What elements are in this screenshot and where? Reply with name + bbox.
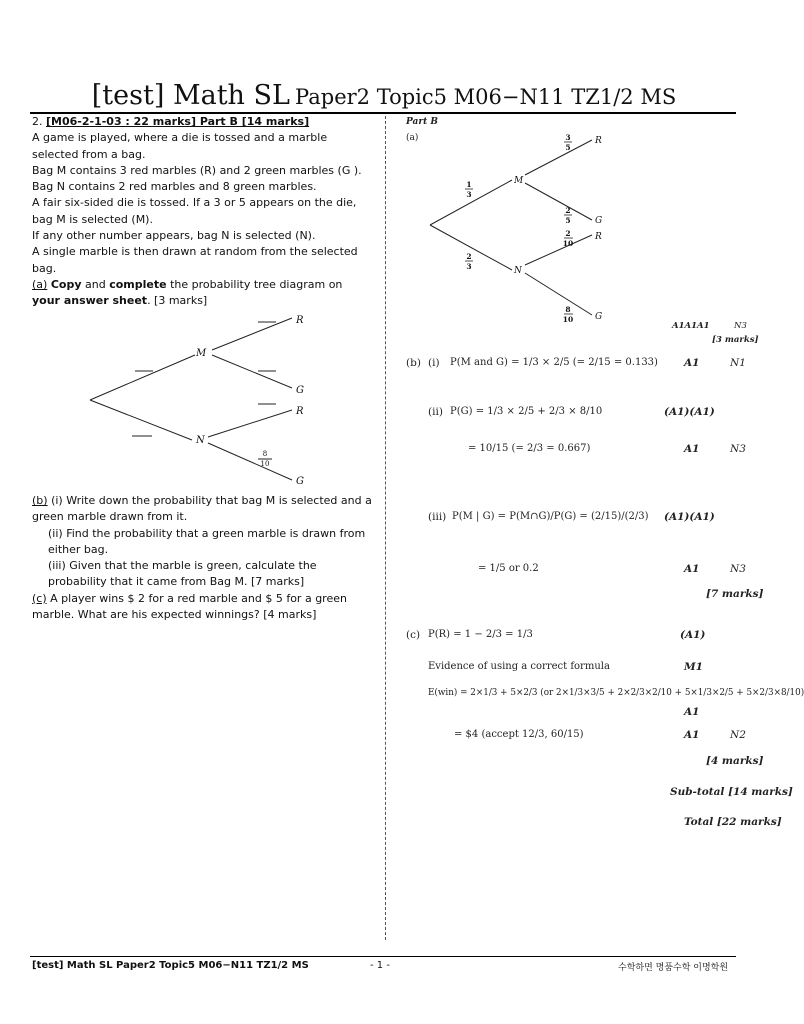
ms-c-mark3: A1 xyxy=(684,706,700,718)
tree-branch-nr xyxy=(208,410,292,437)
question-parts-bc xyxy=(32,493,372,623)
part-a-label: (a) xyxy=(32,277,48,291)
part-a xyxy=(32,277,372,310)
stem-line-1: A game is played, where a die is tossed and a marble selected from a bag. xyxy=(32,131,328,161)
ms-b-ii-mark2: A1 xyxy=(684,443,700,455)
ms-leaf-g1: G xyxy=(595,216,603,226)
title-sub: Paper2 Topic5 M06−N11 TZ1/2 MS xyxy=(295,85,677,109)
ms-c-mark2: M1 xyxy=(684,661,703,673)
question-column xyxy=(32,114,372,310)
ms-mr-den: 5 xyxy=(565,143,571,152)
tree-branch-n xyxy=(90,400,192,440)
question-heading xyxy=(32,114,372,130)
part-c xyxy=(32,591,372,624)
ms-a-marks: A1A1A1 xyxy=(672,321,710,331)
ms-ng-den: 10 xyxy=(562,315,574,324)
ms-node-n: N xyxy=(514,266,522,276)
part-a-text: the probability tree diagram on xyxy=(166,277,343,291)
tree-node-m: M xyxy=(196,348,207,359)
tree-given-num: 8 xyxy=(262,450,268,458)
ms-c-mark1: (A1) xyxy=(680,629,706,641)
tree-node-n: N xyxy=(196,435,205,446)
part-b-ii: (ii) Find the probability that a green marble is drawn from either bag. xyxy=(48,526,366,556)
ms-m-den: 3 xyxy=(466,190,472,199)
stem-line-3: Bag N contains 2 red marbles and 8 green marbles. xyxy=(32,180,317,194)
ms-mg-den: 5 xyxy=(565,216,571,225)
ms-nr-den: 10 xyxy=(562,239,574,248)
question-number: 2. xyxy=(32,115,43,128)
ms-a-total: [3 marks] xyxy=(712,335,759,345)
footer-page-number: - 1 - xyxy=(370,960,390,971)
ms-a-label: (a) xyxy=(406,133,419,143)
ms-b-iii-expr2: = 1/5 or 0.2 xyxy=(478,563,539,574)
stem-line-5: If any other number appears, bag N is selected (N). xyxy=(32,229,316,243)
ms-branch-ng xyxy=(525,273,592,315)
part-b-i xyxy=(32,493,372,526)
ms-m-num: 1 xyxy=(466,180,472,189)
stem-line-2: Bag M contains 3 red marbles (R) and 2 green marbles (G ). xyxy=(32,163,362,177)
ms-a-n: N3 xyxy=(734,321,747,331)
ms-subtotal: Sub-total [14 marks] xyxy=(670,786,793,798)
ms-b-ii-mark1: (A1)(A1) xyxy=(664,406,715,418)
ms-b-i-label: (i) xyxy=(428,357,440,369)
tree-branch-mg xyxy=(212,355,292,388)
ms-mg-num: 2 xyxy=(565,206,571,215)
question-code: [M06-2-1-03 : 22 marks] Part B [14 marks] xyxy=(46,115,310,128)
ms-b-ii-n: N3 xyxy=(730,443,746,455)
tree-given-den: 10 xyxy=(260,460,270,468)
tree-leaf-g2: G xyxy=(296,476,304,487)
ms-leaf-r2: R xyxy=(595,232,602,242)
ms-b-iii-expr1: P(M | G) = P(M∩G)/P(G) = (2/15)/(2/3) xyxy=(452,511,649,522)
ms-total: Total [22 marks] xyxy=(684,816,782,828)
title-main: [test] Math SL xyxy=(91,80,290,111)
ms-b-iii-mark2: A1 xyxy=(684,563,700,575)
tree-branch-mr xyxy=(212,318,292,350)
ms-c-evidence: Evidence of using a correct formula xyxy=(428,661,610,672)
ms-b-label: (b) xyxy=(406,357,421,369)
ms-c-label: (c) xyxy=(406,629,421,641)
part-a-marks: . [3 marks] xyxy=(147,294,208,308)
part-a-complete: complete xyxy=(109,277,167,291)
ms-b-i-mark: A1 xyxy=(684,357,700,369)
part-b-i-text: (i) Write down the probability that bag M is selected and a green marble drawn from it. xyxy=(32,494,372,524)
part-c-label: (c) xyxy=(32,591,47,605)
ms-b-total: [7 marks] xyxy=(706,588,764,600)
tree-leaf-r2: R xyxy=(296,406,304,417)
part-b-label: (b) xyxy=(32,494,48,507)
ms-tree-diagram xyxy=(420,125,620,330)
ms-part-label: Part B xyxy=(406,117,438,127)
ms-n-num: 2 xyxy=(466,252,472,261)
ms-node-m: M xyxy=(514,176,524,186)
ms-b-iii-label: (iii) xyxy=(428,511,447,523)
part-a-answer-sheet: your answer sheet xyxy=(32,294,148,308)
ms-b-i-n: N1 xyxy=(730,357,746,369)
ms-c-n: N2 xyxy=(730,729,746,741)
ms-b-ii-expr2: = 10/15 (= 2/3 = 0.667) xyxy=(468,443,591,454)
footer-right: 수학하면 명품수학 이명학원 xyxy=(618,963,729,973)
page-title xyxy=(0,80,768,111)
ms-b-iii-mark1: (A1)(A1) xyxy=(664,511,715,523)
ms-n-den: 3 xyxy=(466,262,472,271)
part-a-and: and xyxy=(81,277,110,291)
ms-b-i-expr: P(M and G) = 1/3 × 2/5 (= 2/15 = 0.133) xyxy=(450,357,658,368)
ms-branch-nr xyxy=(525,235,592,265)
tree-leaf-g1: G xyxy=(296,385,304,396)
ms-c-expr1: P(R) = 1 − 2/3 = 1/3 xyxy=(428,629,533,640)
ms-c-mark4: A1 xyxy=(684,729,700,741)
ms-mr-num: 3 xyxy=(565,133,571,142)
ms-c-expr2: E(win) = 2×1/3 + 5×2/3 (or 2×1/3×3/5 + 2×2/3×2/10 + 5×1/3×2/5 + 5×2/3×8/10) xyxy=(428,688,804,698)
ms-b-ii-expr1: P(G) = 1/3 × 2/5 + 2/3 × 8/10 xyxy=(450,406,603,417)
column-divider xyxy=(385,116,386,940)
question-tree-diagram xyxy=(80,310,320,490)
ms-c-total: [4 marks] xyxy=(706,755,764,767)
ms-branch-mr xyxy=(525,140,592,175)
tree-leaf-r1: R xyxy=(296,315,304,326)
footer-rule xyxy=(30,956,736,957)
ms-leaf-r1: R xyxy=(595,136,602,146)
ms-leaf-g2: G xyxy=(595,312,603,322)
ms-b-iii-n: N3 xyxy=(730,563,746,575)
part-a-copy: Copy xyxy=(50,277,82,291)
stem-line-4: A fair six-sided die is tossed. If a 3 or 5 appears on the die, bag M is selected (M). xyxy=(32,196,357,226)
tree-branch-m xyxy=(90,355,195,400)
ms-nr-num: 2 xyxy=(565,229,571,238)
ms-c-expr3: = $4 (accept 12/3, 60/15) xyxy=(454,729,584,740)
ms-ng-num: 8 xyxy=(565,305,571,314)
part-c-text: A player wins $ 2 for a red marble and $ 5 for a green marble. What are his expected winnings? [4 marks] xyxy=(32,591,347,622)
ms-b-ii-label: (ii) xyxy=(428,406,443,418)
ms-branch-mg xyxy=(525,183,592,220)
tree-branch-ng xyxy=(208,443,292,480)
stem-line-6: A single marble is then drawn at random from the selected bag. xyxy=(32,245,358,275)
footer-left: [test] Math SL Paper2 Topic5 M06−N11 TZ1/2 MS xyxy=(32,960,309,971)
part-b-iii: (iii) Given that the marble is green, calculate the probability that it came from Bag M. [7 marks] xyxy=(48,559,317,589)
